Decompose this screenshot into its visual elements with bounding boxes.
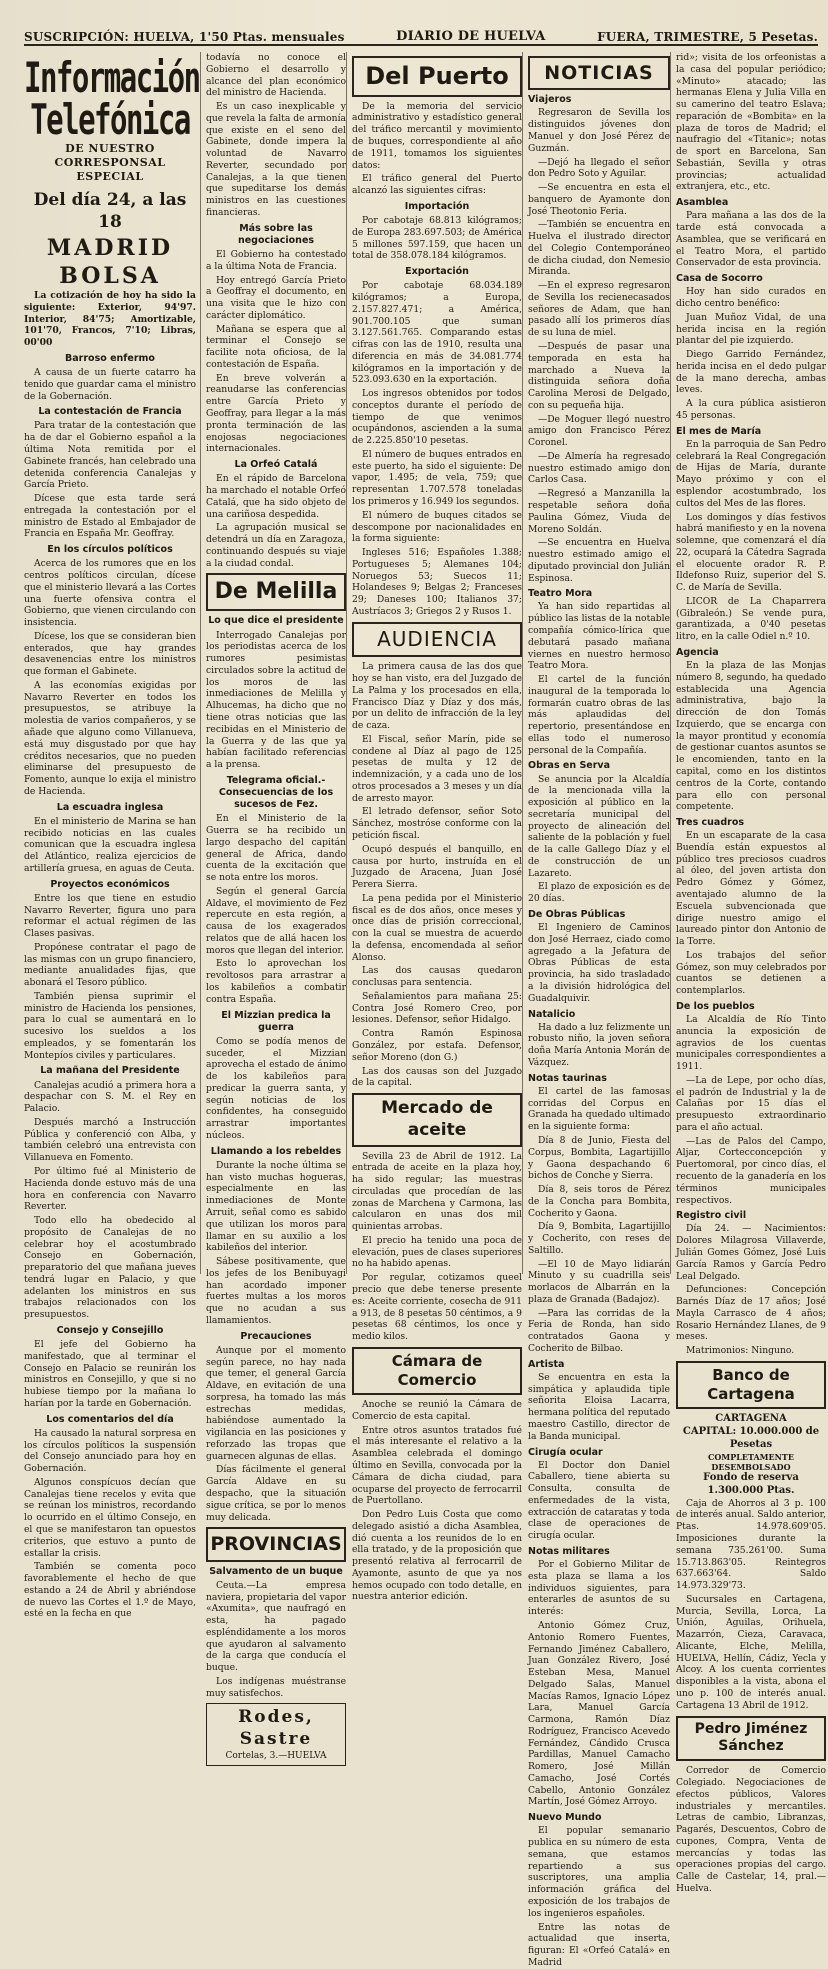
paragraph: Canalejas acudió a primera hora a despachar con S. M. el Rey en Palacio. (24, 1079, 196, 1115)
paragraph: Para mañana a las dos de la tarde está convocada a Asamblea, que se verificará en el Teatro Mora, el partido Conservador de esta provincia. (676, 210, 826, 269)
newspaper-name: DIARIO DE HUELVA (396, 29, 546, 44)
subheading: Llamando a los rebeldes (210, 1145, 342, 1157)
section-title-puerto: Del Puerto (352, 56, 522, 97)
subheading: Artista (528, 1358, 565, 1370)
paragraph: Sucursales en Cartagena, Murcia, Sevilla, Lorca, La Unión, Aguilas, Orihuela, Mazarrón, Cieza, Caravaca, Alicante, Elche, Melilla, HUELVA, Hellín, Cádiz, Yecla y Alcoy. A los cuenta corrientes disponibles a la vista, abona el uno p. 100 de interés anual. Cartagena 13 Abril de 1912. (676, 1593, 826, 1711)
banco-reserva: Fondo de reserva 1.300.000 Ptas. (703, 1472, 799, 1496)
subheading: La contestación de Francia (38, 406, 182, 418)
section-title-informacion: Información Telefónica (24, 52, 200, 144)
paragraph: Ya han sido repartidas al público las listas de la notable compañía cómico-lírica que debutará pasado mañana viernes en nuestro hermoso Teatro Mora. (528, 601, 670, 672)
paragraph: La primera causa de las dos que hoy se han visto, era del Juzgado de La Palma y los procesados en ella, Francisco Díaz y Díaz y dos más, por un delito de infracción de la ley de caza. (352, 661, 522, 732)
paragraph: —Se encuentra en esta el banquero de Ayamonte don José Theotonio Feria. (528, 182, 670, 217)
section-title-noticias: NOTICIAS (528, 56, 670, 90)
paragraph: El cartel de las famosas corridas del Corpus en Granada ha quedado ultimado en la siguiente forma: (528, 1085, 670, 1133)
paragraph: El precio ha tenido una poca de elevación, pues de clases superiores no ha habido apenas. (352, 1234, 522, 1270)
paragraph: La pena pedida por el Ministerio fiscal es de dos años, once meses y once días de prisión correccional, con la cual se muestra de acuerdo la defensa, encomendada al señor Alonso. (352, 892, 522, 963)
paragraph: —Después de pasar una temporada en esta ha marchado a Nueva la distinguida señora doña Carolina Merosi de Delgado, con su pequeña hija. (528, 341, 670, 411)
paragraph: Día 8, seis toros de Pérez de la Concha para Bombita, Cocherito y Gaona. (528, 1184, 670, 1219)
paragraph: El número de buques citados se descompone por nacionalidades en la forma siguiente: (352, 509, 522, 545)
subheading: El Mizzian predica la guerra (221, 1009, 331, 1033)
paragraph: —De Moguer llegó nuestro amigo don Francisco Pérez Coronel. (528, 413, 670, 449)
paragraph: Día 9, Bombita, Lagartijillo y Cocherito, con reses de Saltillo. (528, 1221, 670, 1256)
paragraph: Es un caso inexplicable y que revela la falta de armonía que existe en el seno del Gabinete, donde impera la voluntad de Navarro Reverter, secundado por Canalejas, a la que tienen que supeditarse los demás ministros en las cuestiones financieras. (206, 101, 346, 218)
paragraph: Según el general García Aldave, el movimiento de Fez repercute en esta región, a causa de los exagerados relatos que de allá hacen los moros que llegan del interior. (206, 885, 346, 956)
subheading: Registro civil (676, 1210, 747, 1222)
subheading: Importación (404, 200, 470, 212)
paragraph: Juan Muñoz Vidal, de una herida incisa en la región plantar del pie izquierdo. (676, 311, 826, 347)
section-title-provincias: PROVINCIAS (206, 1527, 346, 1561)
paragraph: Antonio Gómez Cruz, Antonio Romero Fuentes, Fernando Jiménez Caballero, Juan González Rivero, José Esteban Mesa, Manuel Delgado Salas, Manuel Macías Ramos, Ignacio López Lara, Manuel García Carmona, Ramón Díaz Rodríguez, Francisco Acevedo Fernández, Cándido Crusca Pardillas, Manuel Camacho Romero, José Millán Camacho, José Cortés Cabello, Antonio González Martín, José Gómez Arroyo. (528, 1620, 670, 1808)
correspondent-subtitle: DE NUESTRO CORRESPONSAL ESPECIAL (54, 142, 166, 184)
paragraph: El tráfico general del Puerto alcanzó las siguientes cifras: (352, 173, 522, 197)
subheading: Lo que dice el presidente (208, 615, 344, 627)
paragraph: Algunos conspícuos decían que Canalejas tiene recelos y evita que se reúnan los ministros, recordando lo ocurrido en el último Consejo, en el que se manifestaron tan opuestos criterios, que estuvo a punto de estallar la crisis. (24, 1476, 196, 1559)
paragraph: Señalamientos para mañana 25: Contra José Romero Creo, por lesiones. Defensor, señor Hidalgo. (352, 990, 522, 1026)
paragraph: Después marchó a Instrucción Pública y conferenció con Alba, y también celebró una entrevista con Villanueva en Fomento. (24, 1116, 196, 1164)
paragraph: Como se podía menos de suceder, el Mizzian aprovecha el estado de ánimo de los kabileños para predicar la guerra santa, y según noticias de los confidentes, ha conseguido arrastrar importantes núcleos. (206, 1035, 346, 1141)
paragraph: —Las de Palos del Campo, Aljar, Cortecconcepción y Puertomoral, por cinco días, el recuento de la ganadería en los términos municipales respectivos. (676, 1135, 826, 1206)
section-title-melilla: De Melilla (206, 573, 346, 611)
subheading: Más sobre las negociaciones (237, 222, 315, 246)
paragraph: Ocupó después el banquillo, en causa por hurto, instruída en el Juzgado de Aracena, Juan José Perera Sierra. (352, 843, 522, 891)
paragraph: LICOR de La Chaparrera (Gibraleón.) Se vende pura, garantizada, a 0'40 pesetas litro, en la calle Odiel n.º 10. (676, 595, 826, 643)
paragraph: Ingleses 516; Españoles 1.388; Portugueses 5; Alemanes 104; Noruegos 53; Suecos 11; Holandeses 9; Belgas 2; Franceses 29; Daneses 100; Italianos 37; Austríacos 3; Griegos 2 y Rusos 1. (352, 547, 522, 617)
paragraph: También piensa suprimir el ministro de Hacienda los pensiones, para lo cual se aumentará en lo sucesivo los sueldos a los empleados, y se fomentarán los Montepíos civiles y particulares. (24, 990, 196, 1061)
subheading: Proyectos económicos (50, 878, 170, 890)
paragraph: Sábese positivamente, que los jefes de los Benibuyagi han acordado imponer fuertes multas a los moros que no acudan a sus llamamientos. (206, 1256, 346, 1326)
column-2 (200, 52, 346, 1761)
subheading: Precauciones (240, 1330, 312, 1342)
subheading: Notas militares (528, 1546, 610, 1558)
paragraph: A causa de un fuerte catarro ha tenido que guardar cama el ministro de la Gobernación. (24, 367, 196, 402)
paragraph: Aunque por el momento según parece, no hay nada que temer, el general García Aldave, en evitación de una sorpresa, ha tomado las más estrechas medidas, habiéndose aumentado la vigilancia en las posiciones y reforzado las tropas que guarnecen algunas de ellas. (206, 1344, 346, 1462)
section-title-camara: Cámara de Comercio (352, 1347, 522, 1395)
paragraph: Entre las notas de actualidad que inserta, figuran: El «Orfeó Catalá» en Madrid (528, 1921, 670, 1968)
paragraph: Hoy han sido curados en dicho centro benéfico: (676, 286, 826, 310)
paragraph: Día 8 de Junio, Fiesta del Corpus, Bombita, Lagartijillo y Gaona despachando 6 bichos de Conche y Sierra. (528, 1134, 670, 1182)
banco-city: CARTAGENA (715, 1413, 787, 1425)
paragraph: El Fiscal, señor Marín, pide se condene al Díaz al pago de 125 pesetas de multa y 12 de indemnización, y a cada uno de los otros procesados a 3 meses y un día de arresto mayor. (352, 733, 522, 804)
paragraph: Entre otros asuntos tratados fué el más interesante el relativo a la Asamblea celebrada el domingo último en Sevilla, convocada por la Cámara de dicha ciudad, para ocuparse del proyecto de ferrocarril de Puertollano. (352, 1424, 522, 1507)
subheading: Nuevo Mundo (528, 1812, 602, 1824)
paragraph: Defunciones: Concepción Barnés Díaz de 17 años; José Mayla Carrasco de 4 años; Rosario Hernández Llanes, de 9 meses. (676, 1284, 826, 1343)
paragraph: El jefe del Gobierno ha manifestado, que al terminar el Consejo en Palacio se reunirán los ministros en Consejillo, y que si no hubiese tiempo por la mañana lo harían por la tarde en Gobernación. (24, 1339, 196, 1409)
paragraph: Corredor de Comercio Colegiado. Negociaciones de efectos públicos, Valores industriales y mercantiles. Letras de cambio, Libranzas, Pagarés, Descuentos, Cobro de cupones, Compra, Venta de mercancías y todas las operaciones propias del cargo. Calle de Castelar, 14, pral.—Huelva. (676, 1765, 826, 1894)
subscription-price: SUSCRIPCIÓN: HUELVA, 1'50 Ptas. mensuales (24, 30, 345, 44)
paragraph: Por regular, cotizamos queel precio que debe tenerse presente es: Aceite corriente, cosecha de 911 a 913, de 8 pesetas 50 céntimos, a 9 pesetas 68 céntimos, los once y medio kilos. (352, 1272, 522, 1343)
subheading: Notas taurinas (528, 1072, 607, 1084)
paragraph: Las dos causas son del Juzgado de la capital. (352, 1065, 522, 1089)
paragraph: Mañana se espera que al terminar el Consejo se facilite nota oficiosa, de la contestación de España. (206, 323, 346, 370)
paragraph: Día 24. — Nacimientos: Dolores Milagrosa Villaverde, Julián Gomes Gómez, José Luis García Ramos y García Pedro Leal Delgado. (676, 1223, 826, 1282)
advert-pedro-title: Pedro Jiménez Sánchez (676, 1716, 826, 1762)
paragraph: —También se encuentra en Huelva el ilustrado director del Colegio Contemporáneo de dicha ciudad, don Nemesio Miranda. (528, 219, 670, 278)
advert-banco-title: Banco de Cartagena (676, 1361, 826, 1409)
subheading: Obras en Serva (528, 760, 611, 772)
subheading: Teatro Mora (528, 588, 593, 600)
column-1 (24, 52, 200, 1620)
paragraph: —Dejó ha llegado el señor don Pedro Soto y Aguilar. (528, 156, 670, 180)
subheading: Exportación (405, 266, 469, 278)
column-4 (522, 52, 670, 1968)
paragraph: Por cabotaje 68.813 kilógramos; de Europa 283.697.503; de América 5 millones 597.159, que hacen un total de 358.078.184 kilógramos. (352, 215, 522, 262)
paragraph: Para tratar de la contestación que ha de dar el Gobierno español a la última Nota remitida por el Gabinete francés, han celebrado una detenida conferencia Canalejas y García Prieto. (24, 420, 196, 491)
paragraph: En la parroquia de San Pedro celebrará la Real Congregación de Hijas de María, durante Mayo próximo y con el esplendor acostumbrado, los cultos del Mes de las flores. (676, 438, 826, 509)
paragraph: En un escaparate de la casa Buendía están expuestos al público tres preciosos cuadros al óleo, del joven artista don Pedro Gómez y Gómez, aventajado alumno de la Escuela subvencionada que dirige nuestro amigo el laureado pintor don Antonio de la Torre. (676, 830, 826, 948)
subscription-outside: FUERA, TRIMESTRE, 5 Pesetas. (597, 30, 818, 44)
banco-desembolsado: COMPLETAMENTE DESEMBOLSADO (708, 1451, 794, 1472)
paragraph: Dícese, los que se consideran bien enterados, que hay grandes desavenencias entre los ministros que forman el Gabinete. (24, 630, 196, 678)
paragraph: En el rápido de Barcelona ha marchado el notable Orfeó Catalá, que ha sido objeto de una cariñosa despedida. (206, 473, 346, 520)
paragraph: A las economías exigidas por Navarro Reverter en todos los presupuestos, se atribuye la molestia de varios compañeros, y se añade que alguno como Villanueva, está muy disgustado por que hay créditos necesarios, que no pueden eliminarse del presupuesto de Fomento, aunque lo exija el ministro de Hacienda. (24, 679, 196, 797)
subheading: Asamblea (676, 197, 729, 209)
subheading: De los pueblos (676, 1000, 755, 1012)
advert-address: Cortelas, 3.—HUELVA (225, 1750, 327, 1761)
subheading: Natalicio (528, 1008, 576, 1020)
advert-rodes (206, 1703, 346, 1766)
paragraph: El número de buques entrados en este puerto, ha sido el siguiente: De vapor, 1.495; de vela, 759; que representan 1.707.578 toneladas los primeros y 16.949 los segundos. (352, 448, 522, 507)
dateline: Del día 24, a las 18 (33, 190, 187, 232)
paragraph: Diego Garrido Fernández, herida incisa en el dedo pulgar de la mano derecha, ambas leves. (676, 349, 826, 396)
paragraph: —Para las corridas de la Feria de Ronda, han sido contratados Gaona y Cocherito de Bilbao. (528, 1307, 670, 1354)
paragraph: Regresaron de Sevilla los distinguidos jóvenes don Manuel y don José Pérez de Guzmán. (528, 107, 670, 154)
column-3 (346, 52, 522, 1603)
paragraph: Acerca de los rumores que en los centros políticos circulan, dícese que el ministerio llevará a las Cortes una fuerte ofensiva contra el Gobierno, que vienen circulando con insistencia. (24, 558, 196, 629)
paragraph: Caja de Ahorros al 3 p. 100 de interés anual. Saldo anterior, Ptas. 14.978.609'05. Imposiciones durante la semana 735.261'00. Suma 15.713.863'05. Reintegros 637.663'64. Saldo 14.973.329'73. (676, 1497, 826, 1592)
paragraph: Por el Gobierno Militar de esta plaza se llama a los individuos siguientes, para enterarles de asuntos de su interés: (528, 1559, 670, 1618)
subheading: La Orfeó Catalá (234, 459, 318, 471)
advert-name: Rodes, Sastre (238, 1707, 314, 1750)
paragraph: El Doctor don Daniel Caballero, tiene abierta su Consulta, consulta de enfermedades de la vista, extracción de cataratas y toda clase de operaciones de cirugía ocular. (528, 1459, 670, 1542)
paragraph: El Ingeniero de Caminos don José Herraez, ciado como agregado a la Jefatura de Obras Públicas de esta provincia, ha sido trasladado a la división hidrológica del Guadalquivir. (528, 922, 670, 1004)
subheading: Viajeros (528, 94, 572, 106)
paragraph: Se encuentra en esta la simpática y aplaudida tiple señorita Eloisa Lacarra, hermana política del reputado maestro Castillo, director de la Banda municipal. (528, 1371, 670, 1442)
masthead (24, 22, 818, 46)
paragraph: todavía no conoce el Gobierno el desarrollo y alcance del plan económico del ministro de Hacienda. (206, 52, 346, 99)
paragraph: Durante la noche última se han visto muchas hogueras, especialmente en las inmediaciones de Monte Arruit, señal como es sabido que utilizan los moros para llamar en su auxilio a los kabileños del interior. (206, 1159, 346, 1254)
subheading: Barroso enfermo (65, 352, 155, 364)
paragraph: Anoche se reunió la Cámara de Comercio de esta capital. (352, 1399, 522, 1422)
paragraph: El cartel de la función inaugural de la temporada lo formarán cuatro obras de las más aplaudidas del repertorio, presentándose en ellas todo el numeroso personal de la Compañía. (528, 674, 670, 756)
paragraph: —El 10 de Mayo lidiarán Minuto y su cuadrilla seis morlacos de Albarrán en la plaza de Granada (Badajoz). (528, 1258, 670, 1305)
paragraph: Entre los que tiene en estudio Navarro Reverter, figura uno para reformar el actual régimen de las Clases pasivas. (24, 892, 196, 940)
paragraph: —La de Lepe, por ocho días, el padrón de Industrial y la de Calañas por 15 días el presupuesto extraordinario para el año actual. (676, 1074, 826, 1133)
paragraph: rid»; visita de los orfeonistas a la casa del popular periódico; «Minuto» atacado; las hermanas Elena y Julia Villa en su camerino del teatro Eslava; reparación de «Bombita» en la plaza de toros de Madrid; el naufragio del «Titanic»; notas de sport en Barcelona, San Sebastián, Sevilla y otras provincias; actualidad extranjera, etc., etc. (676, 52, 826, 193)
paragraph: —Regresó a Manzanilla la respetable señora doña Paulina Gómez, Viuda de Moreno Soldán. (528, 488, 670, 535)
paragraph: Interrogado Canalejas por los periodistas acerca de los rumores pesimistas circulados sobre la actitud de los moros de las inmediaciones de Melilla y Alhucemas, ha dicho que no tiene otras noticias que las recibidas en el Ministerio de la Guerra y de las que ya habían facilitado referencias a la prensa. (206, 629, 346, 771)
subheading: Cirugía ocular (528, 1446, 603, 1458)
paragraph: Por último fué al Ministerio de Hacienda donde estuvo más de una hora en conferencia con Navarro Reverter. (24, 1165, 196, 1213)
paragraph: Propónese contratar el pago de las mismas con un grupo financiero, mediante anualidades fijas, que abonará el Tesoro público. (24, 941, 196, 989)
subheading: Consejo y Consejillo (56, 1324, 164, 1336)
paragraph: La Alcaldía de Río Tinto anuncia la exposición de agravios de los cuentas municipales correspondientes a 1911. (676, 1014, 826, 1073)
paragraph: Contra Ramón Espinosa González, por estafa. Defensor, señor Moreno (don G.) (352, 1028, 522, 1063)
subheading: De Obras Públicas (528, 909, 626, 921)
subheading: Tres cuadros (676, 817, 744, 829)
paragraph: Las dos causas quedaron conclusas para sentencia. (352, 965, 522, 989)
paragraph: En la plaza de las Monjas número 8, segundo, ha quedado establecida una Agencia administrativa, bajo la dirección de don Tomás Izquierdo, que se encarga con la mayor prontitud y economía de gestionar cuantos asuntos se le encomienden, tanto en la capital, como en los distintos centros de la Corte, contando para ello con personal competente. (676, 660, 826, 813)
subheading: Telegrama oficial.-Consecuencias de los sucesos de Fez. (218, 774, 334, 811)
paragraph: Los ingresos obtenidos por todos conceptos durante el período de tiempo de que venimos ocupándonos, ascienden a la suma de 2.225.850'10 pesetas. (352, 388, 522, 447)
paragraph: También se comenta poco favorablemente el hecho de que estando a 24 de Abril y abriéndose de nuevo las Cortes el 1.º de Mayo, esté en la fecha en que (24, 1561, 196, 1620)
section-title-mercado: Mercado de aceite (352, 1093, 522, 1147)
paragraph: De la memoria del servicio administrativo y estadístico general del tráfico mercantil y movimiento de buques, correspondiente al año de 1911, tomamos los siguientes datos: (352, 100, 522, 171)
subheading: El mes de María (676, 425, 762, 437)
paragraph: Los domingos y días festivos habrá manifiesto y en la novena solemne, que comenzará el día 22, ocupará la Cátedra Sagrada el elocuente orador R. P. Ildefonso Ruiz, superior del S. C. de María de Sevilla. (676, 511, 826, 594)
paragraph: —En el expreso regresaron de Sevilla los recienecasados señores de Adam, que han pasado allí los primeros días de su luna de miel. (528, 280, 670, 339)
paragraph: Por cabotaje 68.034.189 kilógramos; a Europa, 2.157.827.471; a América, 901.700.105 que suman 3.127.561.765. Comparando estas cifras con las de 1910, resulta una diferencia en más de 34.081.774 kilógramos en la importación y de 523.093.630 en la exportación. (352, 280, 522, 386)
paragraph: Días fácilmente el general García Aldave en su despacho, que la situación sigue crítica, se por lo menos muy delicada. (206, 1464, 346, 1523)
paragraph: Don Pedro Luis Costa que como delegado asistió a dicha Asamblea, dió cuenta a los reunidos de lo en ella tratado, y de la proposición que presentó relativa al ferrocarril de Ayamonte, asunto de que ya nos hemos ocupado con todo detalle, en nuestra anterior edición. (352, 1509, 522, 1603)
paragraph: En breve volverán a reanudarse las conferencias entre García Prieto y Geoffray, para llegar a la más pronta terminación de las enojosas negociaciones internacionales. (206, 372, 346, 455)
paragraph: Se anuncia por la Alcaldía de la mencionada villa la exposición al público en la secretaría municipal del proyecto de alineación del saliente de la población y fuel de la calle Gallego Díaz y el de construcción de un Lazareto. (528, 773, 670, 879)
paragraph: Dícese que esta tarde será entregada la contestación por el ministro de Estado al Embajador de Francia en España Mr. Geoffray. (24, 493, 196, 540)
city-heading: MADRID (46, 234, 174, 261)
paragraph: Los trabajos del señor Gómez, son muy celebrados por cuantos se detienen a contemplarlos. (676, 949, 826, 997)
subheading: Salvamento de un buque (209, 1565, 343, 1577)
paragraph: Ha causado la natural sorpresa en los círculos políticos la suspensión del Consejo anunciado para hoy en Gobernación. (24, 1427, 196, 1475)
paragraph: Hoy entregó García Prieto a Geoffray el documento, en una visita que le hizo con carácter diplomático. (206, 274, 346, 321)
paragraph: Ceuta.—La empresa naviera, propietaria del vapor «Axumita», que naufragó en esta, ha pagado espléndidamente a los moros que ayudaron al salvamento de la carga que conducía el buque. (206, 1579, 346, 1674)
paragraph: Ha dado a luz felizmente un robusto niño, la joven señora doña María Antonia Morán de Vázquez. (528, 1021, 670, 1068)
paragraph: En el Ministerio de la Guerra se ha recibido un largo despacho del capitán general de Africa, dando cuenta de la excitación que se nota entre los moros. (206, 813, 346, 884)
section-title-audiencia: AUDIENCIA (352, 622, 522, 658)
subheading: Los comentarios del día (46, 1413, 174, 1425)
subheading: La escuadra inglesa (56, 801, 164, 813)
paragraph: Matrimonios: Ninguno. (686, 1345, 795, 1357)
paragraph: —De Almería ha regresado nuestro estimado amigo don Carlos Casa. (528, 450, 670, 486)
paragraph: En el ministerio de Marina se han recibido noticias en las cuales comunican que la escuadra inglesa del Atlántico, realiza ejercicios de artillería gruesa, en aguas de Ceuta. (24, 815, 196, 874)
paragraph: Los indígenas muéstranse muy satisfechos. (206, 1675, 346, 1699)
paragraph: Esto lo aprovechan los revoltosos para arrastrar a los kabileños a combatir contra España. (206, 958, 346, 1005)
paragraph: Sevilla 23 de Abril de 1912. La entrada de aceite en la plaza hoy, ha sido regular; las muestras circuladas que procedían de las zonas de Marchena y Carmona, las calcularon en unas dos mil quinientas arrobas. (352, 1150, 522, 1233)
paragraph: El Gobierno ha contestado a la última Nota de Francia. (206, 249, 346, 272)
paragraph: —Se encuentra en Huelva nuestro estimado amigo el diputado provincial don Julián Espinosa. (528, 537, 670, 584)
subheading: Agencia (676, 646, 719, 658)
subheading: En los círculos políticos (47, 544, 173, 556)
subheading: Casa de Socorro (676, 273, 763, 285)
subheading: La mañana del Presidente (40, 1065, 180, 1077)
paragraph: La cotización de hoy ha sido la siguiente: Exterior, 94'97. Interior, 84'75; Amortizable, 101'70, Francos, 7'10; Libras, 00'00 (24, 290, 196, 349)
paragraph: El popular semanario publica en su número de esta semana, que estamos repartiendo a sus suscriptores, una amplia información gráfica del exposición de los trabajos de los ingenieros españoles. (528, 1825, 670, 1919)
banco-capital: CAPITAL: 10.000.000 de Pesetas (682, 1426, 820, 1450)
paragraph: A la cura pública asistieron 45 personas. (676, 398, 826, 421)
paragraph: Todo ello ha obedecido al propósito de Canalejas de no celebrar hoy el acostumbrado Consejo en Gobernación, preparatorio del que mañana jueves tendrá lugar en Palacio, y que adelanten los ministros en sus trabajos relacionados con los presupuestos. (24, 1215, 196, 1321)
bolsa-heading: BOLSA (59, 262, 161, 289)
paragraph: El letrado defensor, señor Soto Sánchez, mostróse conforme con la petición fiscal. (352, 806, 522, 841)
paragraph: La agrupación musical se detendrá un día en Zaragoza, continuando después su viaje a la ciudad condal. (206, 522, 346, 569)
paragraph: El plazo de exposición es de 20 días. (528, 881, 670, 905)
column-5 (670, 52, 826, 1894)
